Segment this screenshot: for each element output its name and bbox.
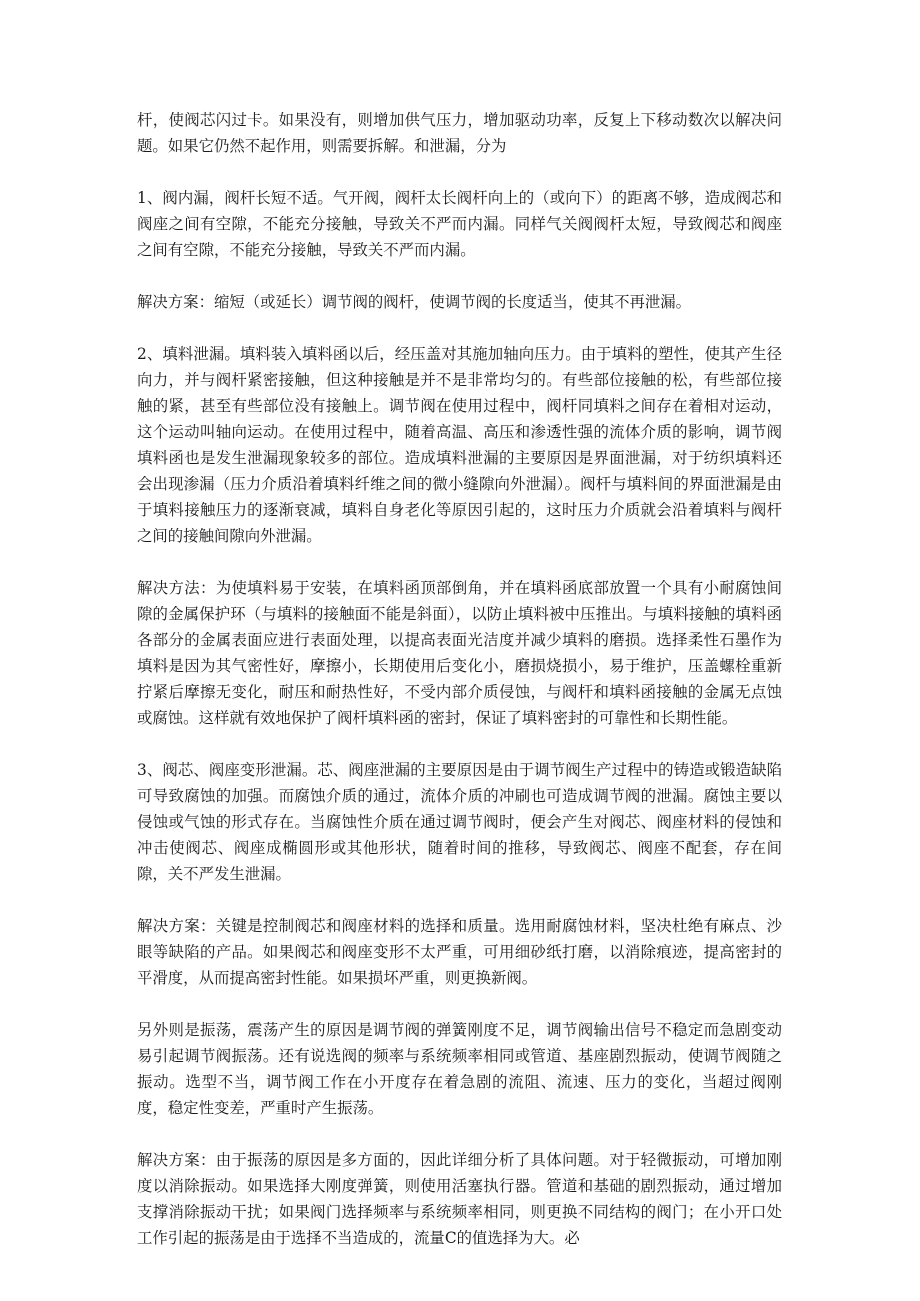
paragraph-seat-deformation-solution: 解决方案：关键是控制阀芯和阀座材料的选择和质量。选用耐腐蚀材料，坚决杜绝有麻点、沙眼等缺陷的产品。如果阀芯和阀座变形不太严重，可用细砂纸打磨，以消除痕迹，提高密封的平滑度，从而提高密封性能。如果损坏严重，则更换新阀。	[137, 917, 782, 987]
paragraph-intro-continuation: 杆，使阀芯闪过卡。如果没有，则增加供气压力，增加驱动功率，反复上下移动数次以解决问题。如果它仍然不起作用，则需要拆解。和泄漏，分为	[137, 111, 782, 155]
paragraph-seat-deformation-leak: 3、阀芯、阀座变形泄漏。芯、阀座泄漏的主要原因是由于调节阀生产过程中的铸造或锻造缺陷可导致腐蚀的加强。而腐蚀介质的通过，流体介质的冲刷也可造成调节阀的泄漏。腐蚀主要以侵蚀或气蚀的形式存在。当腐蚀性介质在通过调节阀时，便会产生对阀芯、阀座材料的侵蚀和冲击使阀芯、阀座成椭圆形或其他形状，随着时间的推移，导致阀芯、阀座不配套，存在间隙，关不严发生泄漏。	[137, 761, 782, 883]
paragraph-packing-leak: 2、填料泄漏。填料装入填料函以后，经压盖对其施加轴向压力。由于填料的塑性，使其产生径向力，并与阀杆紧密接触，但这种接触是并不是非常均匀的。有些部位接触的松，有些部位接触的紧，甚至有些部位没有接触上。调节阀在使用过程中，阀杆同填料之间存在着相对运动，这个运动叫轴向运动。在使用过程中，随着高温、高压和渗透性强的流体介质的影响，调节阀填料函也是发生泄漏现象较多的部位。造成填料泄漏的主要原因是界面泄漏，对于纺织填料还会出现渗漏（压力介质沿着填料纤维之间的微小缝隙向外泄漏）。阀杆与填料间的界面泄漏是由于填料接触压力的逐渐衰减，填料自身老化等原因引起的，这时压力介质就会沿着填料与阀杆之间的接触间隙向外泄漏。	[137, 345, 782, 545]
paragraph-internal-leak: 1、阀内漏，阀杆长短不适。气开阀，阀杆太长阀杆向上的（或向下）的距离不够，造成阀芯和阀座之间有空隙，不能充分接触，导致关不严而内漏。同样气关阀阀杆太短，导致阀芯和阀座之间有空隙，不能充分接触，导致关不严而内漏。	[137, 189, 782, 259]
paragraph-internal-leak-solution: 解决方案：缩短（或延长）调节阀的阀杆，使调节阀的长度适当，使其不再泄漏。	[137, 293, 692, 311]
paragraph-oscillation-solution: 解决方案：由于振荡的原因是多方面的，因此详细分析了具体问题。对于轻微振动，可增加刚度以消除振动。如果选择大刚度弹簧，则使用活塞执行器。管道和基础的剧烈振动，通过增加支撑消除振动干扰；如果阀门选择频率与系统频率相同，则更换不同结构的阀门；在小开口处工作引起的振荡是由于选择不当造成的，流量C的值选择为大。必	[137, 1151, 782, 1247]
paragraph-oscillation: 另外则是振荡，震荡产生的原因是调节阀的弹簧刚度不足，调节阀输出信号不稳定而急剧变动易引起调节阀振荡。还有说选阀的频率与系统频率相同或管道、基座剧烈振动，使调节阀随之振动。选型不当，调节阀工作在小开度存在着急剧的流阻、流速、压力的变化，当超过阀刚度，稳定性变差，严重时产生振荡。	[137, 1021, 782, 1117]
document-body	[137, 107, 782, 1251]
paragraph-packing-leak-solution: 解决方法：为使填料易于安装，在填料函顶部倒角，并在填料函底部放置一个具有小耐腐蚀间隙的金属保护环（与填料的接触面不能是斜面），以防止填料被中压推出。与填料接触的填料函各部分的金属表面应进行表面处理，以提高表面光洁度并减少填料的磨损。选择柔性石墨作为填料是因为其气密性好，摩擦小，长期使用后变化小，磨损烧损小，易于维护，压盖螺栓重新拧紧后摩擦无变化，耐压和耐热性好，不受内部介质侵蚀，与阀杆和填料函接触的金属无点蚀或腐蚀。这样就有效地保护了阀杆填料函的密封，保证了填料密封的可靠性和长期性能。	[137, 579, 782, 727]
